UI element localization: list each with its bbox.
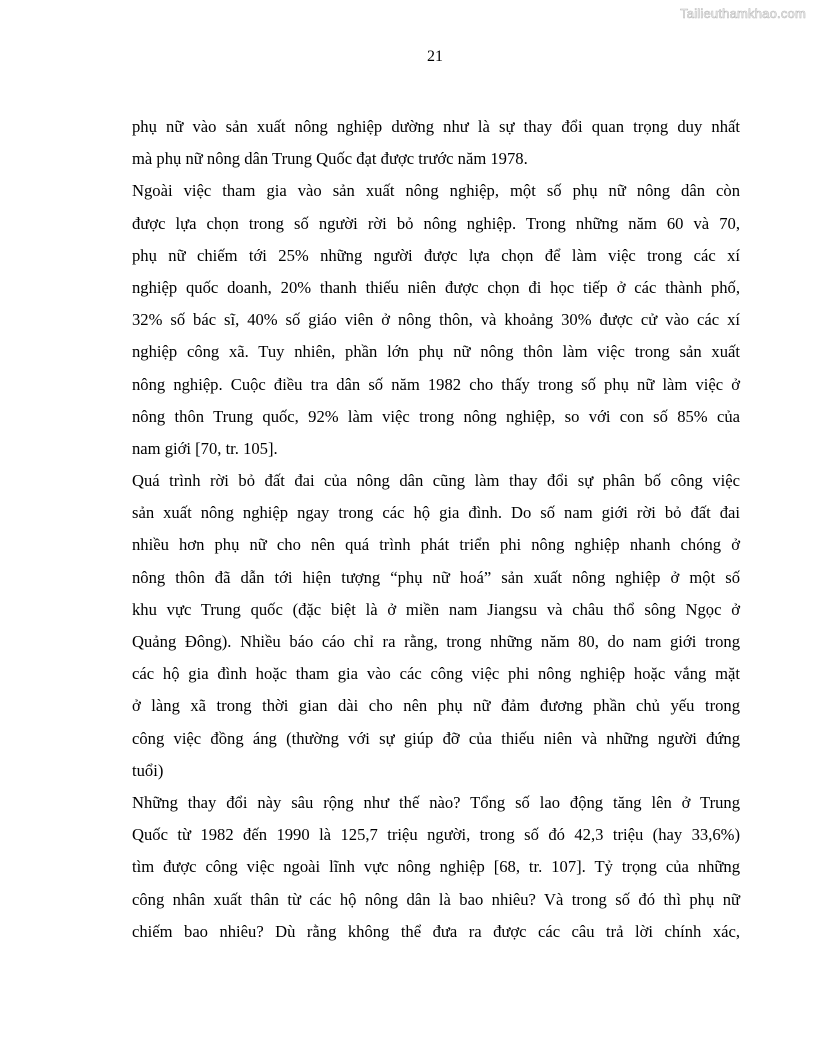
- text-line: ở làng xã trong thời gian dài cho nên phụ nữ đảm đương phần chủ yếu trong: [132, 696, 740, 716]
- text-line: các hộ gia đình hoặc tham gia vào các công việc phi nông nghiệp hoặc vắng mặt: [132, 664, 740, 684]
- text-line: sản xuất nông nghiệp ngay trong các hộ gia đình. Do số nam giới rời bỏ đất đai: [132, 503, 740, 523]
- text-line: mà phụ nữ nông dân Trung Quốc đạt được trước năm 1978.: [132, 149, 528, 169]
- text-line: nông thôn Trung quốc, 92% làm việc trong nông nghiệp, so với con số 85% của: [132, 406, 740, 426]
- text-line: nghiệp quốc doanh, 20% thanh thiếu niên được chọn đi học tiếp ở các thành phố,: [132, 277, 740, 297]
- text-line: khu vực Trung quốc (đặc biệt là ở miền nam Jiangsu và châu thổ sông Ngọc ở: [132, 599, 740, 619]
- text-line: Quốc từ 1982 đến 1990 là 125,7 triệu người, trong số đó 42,3 triệu (hay 33,6%): [132, 825, 740, 845]
- text-line: công việc đồng áng (thường với sự giúp đỡ của thiếu niên và những người đứng: [132, 728, 740, 748]
- text-line: được lựa chọn trong số người rời bỏ nông nghiệp. Trong những năm 60 và 70,: [132, 213, 740, 233]
- text-line: Quảng Đông). Nhiều báo cáo chỉ ra rằng, trong những năm 80, do nam giới trong: [132, 632, 740, 651]
- text-line: Quá trình rời bỏ đất đai của nông dân cũng làm thay đổi sự phân bố công việc: [132, 471, 740, 491]
- document-body: [132, 111, 740, 948]
- text-line: 32% số bác sĩ, 40% số giáo viên ở nông thôn, và khoảng 30% được cử vào các xí: [132, 310, 740, 330]
- watermark: Tailieuthamkhao.com: [680, 6, 806, 21]
- text-line: nhiều hơn phụ nữ cho nên quá trình phát triển phi nông nghiệp nhanh chóng ở: [132, 535, 740, 555]
- text-line: Ngoài việc tham gia vào sản xuất nông nghiệp, một số phụ nữ nông dân còn: [132, 181, 740, 201]
- text-line: tuổi): [132, 760, 164, 780]
- text-line: Những thay đổi này sâu rộng như thế nào? Tổng số lao động tăng lên ở Trung: [132, 792, 740, 812]
- text-line: phụ nữ vào sản xuất nông nghiệp dường như là sự thay đổi quan trọng duy nhất: [132, 117, 740, 136]
- text-line: tìm được công việc ngoài lĩnh vực nông nghiệp [68, tr. 107]. Tỷ trọng của những: [132, 857, 740, 877]
- text-line: công nhân xuất thân từ các hộ nông dân là bao nhiêu? Và trong số đó thì phụ nữ: [132, 889, 740, 909]
- text-line: chiếm bao nhiêu? Dù rằng không thể đưa ra được các câu trả lời chính xác,: [132, 921, 740, 941]
- text-line: nam giới [70, tr. 105].: [132, 438, 278, 458]
- text-line: nông thôn đã dẫn tới hiện tượng “phụ nữ hoá” sản xuất nông nghiệp ở một số: [132, 567, 740, 587]
- text-line: nông nghiệp. Cuộc điều tra dân số năm 1982 cho thấy trong số phụ nữ làm việc ở: [132, 374, 740, 394]
- page-number: 21: [427, 48, 443, 65]
- text-line: nghiệp công xã. Tuy nhiên, phần lớn phụ nữ nông thôn làm việc trong sản xuất: [132, 342, 740, 362]
- text-line: phụ nữ chiếm tới 25% những người được lựa chọn để làm việc trong các xí: [132, 245, 740, 265]
